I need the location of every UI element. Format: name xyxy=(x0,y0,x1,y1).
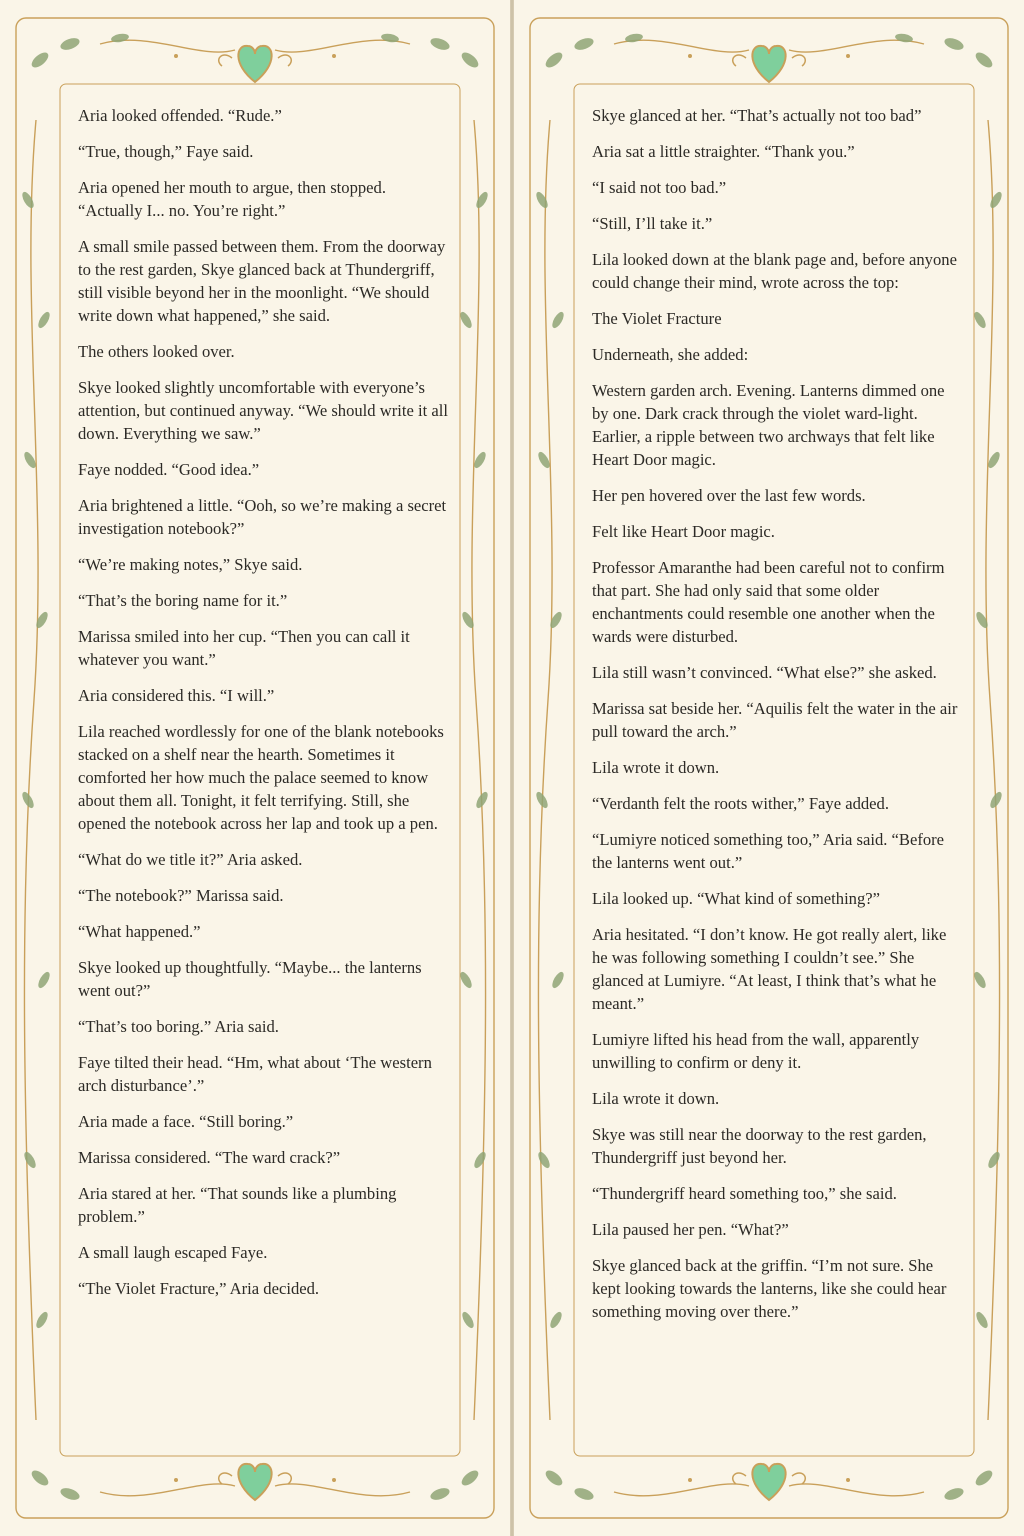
paragraph: Aria considered this. “I will.” xyxy=(78,686,275,705)
paragraph: Faye tilted their head. “Hm, what about ‘The western arch disturbance’.” xyxy=(78,1053,432,1095)
paragraph: “We’re making notes,” Skye said. xyxy=(78,555,303,574)
paragraph: A small smile passed between them. From the doorway to the rest garden, Skye glanced back at Thundergriff, still visible beyond her in the moonlight. “We should write down what happened,” she said. xyxy=(78,237,446,325)
paragraph: Lila wrote it down. xyxy=(592,758,720,777)
paragraph: Western garden arch. Evening. Lanterns dimmed one by one. Dark crack through the violet ward-light. Earlier, a ripple between two archways that felt like Heart Door magic. xyxy=(592,381,945,469)
paragraph: Aria brightened a little. “Ooh, so we’re making a secret investigation notebook?” xyxy=(78,496,447,538)
paragraph: “Verdanth felt the roots wither,” Faye added. xyxy=(592,794,889,813)
left-page-text xyxy=(78,104,450,1313)
paragraph: Aria opened her mouth to argue, then stopped. “Actually I... no. You’re right.” xyxy=(78,178,386,220)
paragraph: Felt like Heart Door magic. xyxy=(592,522,775,541)
paragraph: Skye glanced at her. “That’s actually not too bad” xyxy=(592,106,922,125)
right-page xyxy=(514,0,1024,1536)
paragraph: Lumiyre lifted his head from the wall, apparently unwilling to confirm or deny it. xyxy=(592,1030,920,1072)
paragraph: Marissa sat beside her. “Aquilis felt the water in the air pull toward the arch.” xyxy=(592,699,958,741)
paragraph: Aria sat a little straighter. “Thank you.” xyxy=(592,142,855,161)
paragraph: “The Violet Fracture,” Aria decided. xyxy=(78,1279,320,1298)
paragraph: Skye looked up thoughtfully. “Maybe... the lanterns went out?” xyxy=(78,958,422,1000)
paragraph: Underneath, she added: xyxy=(592,345,749,364)
paragraph: The others looked over. xyxy=(78,342,235,361)
paragraph: Skye was still near the doorway to the rest garden, Thundergriff just beyond her. xyxy=(592,1125,927,1167)
heart-gem-icon xyxy=(219,1464,292,1500)
heart-gem-icon xyxy=(733,1464,806,1500)
paragraph: Lila paused her pen. “What?” xyxy=(592,1220,789,1239)
paragraph: “Lumiyre noticed something too,” Aria said. “Before the lanterns went out.” xyxy=(592,830,945,872)
paragraph: “Thundergriff heard something too,” she said. xyxy=(592,1184,897,1203)
paragraph: “I said not too bad.” xyxy=(592,178,727,197)
right-page-text xyxy=(592,104,964,1336)
paragraph: “Still, I’ll take it.” xyxy=(592,214,713,233)
paragraph: “True, though,” Faye said. xyxy=(78,142,254,161)
paragraph: Marissa smiled into her cup. “Then you can call it whatever you want.” xyxy=(78,627,410,669)
paragraph: Faye nodded. “Good idea.” xyxy=(78,460,260,479)
paragraph: Skye looked slightly uncomfortable with everyone’s attention, but continued anyway. “We should write it all down. Everything we saw.” xyxy=(78,378,448,443)
paragraph: Professor Amaranthe had been careful not to confirm that part. She had only said that some older enchantments could resemble one another when the wards were disturbed. xyxy=(592,558,945,646)
paragraph: The Violet Fracture xyxy=(592,309,722,328)
left-page xyxy=(0,0,510,1536)
paragraph: Lila wrote it down. xyxy=(592,1089,720,1108)
paragraph: Aria made a face. “Still boring.” xyxy=(78,1112,294,1131)
paragraph: “What happened.” xyxy=(78,922,201,941)
paragraph: Lila reached wordlessly for one of the blank notebooks stacked on a shelf near the hearth. Sometimes it comforted her how much the palace seemed to know about them all. Tonight, it felt terrifying. Still, she opened the notebook across her lap and took up a pen. xyxy=(78,722,444,833)
paragraph: “What do we title it?” Aria asked. xyxy=(78,850,303,869)
paragraph: “The notebook?” Marissa said. xyxy=(78,886,284,905)
paragraph: Lila still wasn’t convinced. “What else?” she asked. xyxy=(592,663,937,682)
paragraph: A small laugh escaped Faye. xyxy=(78,1243,268,1262)
paragraph: Aria hesitated. “I don’t know. He got really alert, like he was following something I couldn’t see.” She glanced at Lumiyre. “At least, I think that’s what he meant.” xyxy=(592,925,947,1013)
paragraph: “That’s too boring.” Aria said. xyxy=(78,1017,279,1036)
paragraph: Aria stared at her. “That sounds like a plumbing problem.” xyxy=(78,1184,397,1226)
paragraph: “That’s the boring name for it.” xyxy=(78,591,288,610)
paragraph: Lila looked down at the blank page and, before anyone could change their mind, wrote across the top: xyxy=(592,250,957,292)
paragraph: Aria looked offended. “Rude.” xyxy=(78,106,282,125)
paragraph: Her pen hovered over the last few words. xyxy=(592,486,866,505)
paragraph: Marissa considered. “The ward crack?” xyxy=(78,1148,341,1167)
paragraph: Lila looked up. “What kind of something?” xyxy=(592,889,881,908)
paragraph: Skye glanced back at the griffin. “I’m not sure. She kept looking towards the lanterns, like she could hear something moving over there.” xyxy=(592,1256,947,1321)
